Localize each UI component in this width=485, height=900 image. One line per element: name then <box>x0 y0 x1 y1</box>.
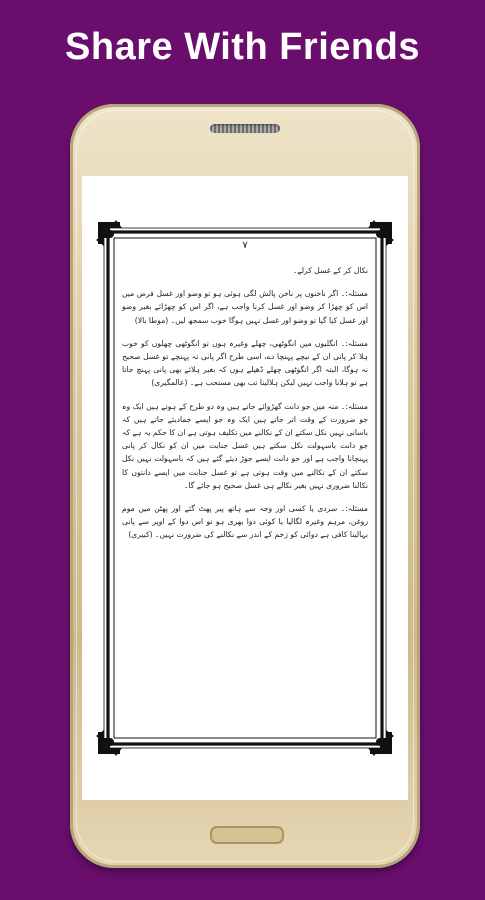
phone-home-button <box>210 826 284 844</box>
phone-screen <box>82 176 408 800</box>
paragraph-cracked-skin: مسئلہ:۔ سردی یا کسی اور وجہ سے ہاتھ پیر پھٹ گئے اور پھٹن میں موم روغن، مرہم وغیرہ لگالیا یا کوئی دوا بھری ہو تو اس دوا کے اوپر سے پانی بہالینا کافی ہے دوائی کو زخم کے اندر سے نکالنے کی ضرورت نہیں۔ (کبیری) <box>122 504 368 540</box>
paragraph-nail-polish: مسئلہ:۔ اگر ناخنوں پر ناخن پالش لگی ہوئی ہو تو وضو اور غسل فرض میں اس کو چھڑا کر وضو اور غسل کرنا واجب ہے، اگر اس کو چھڑائے بغیر وضو اور غسل کیا گیا تو وضو اور غسل نہیں ہوگا خوب سمجھ لیں۔ (موطا بالا) <box>122 289 368 325</box>
book-page-text[interactable] <box>122 264 368 754</box>
paragraph-intro: نکال کر کے غسل کرلے۔ <box>292 266 368 275</box>
book-page-number: ۷ <box>242 240 248 251</box>
share-with-friends-headline: Share With Friends <box>65 26 420 68</box>
paragraph-rings: مسئلہ:۔ انگلیوں میں انگوٹھی، چھلے وغیرہ ہوں تو انگوٹھی چھلوں کو خوب ہلا کر پانی ان کے نیچے پہنچا دے، اسی طرح اگر پانی نہ پہنچے تو غسل صحیح نہ ہوگا، البتہ اگر انگوٹھی چھلے ڈھیلے ہوں کہ بغیر ہلائے بھی پانی پہنچ جاتا ہے تو ہلانا واجب نہیں لیکن ہلالینا تب بھی مستحب ہے۔ (عالمگیری) <box>122 338 368 388</box>
paragraph-dentures: مسئلہ:۔ منہ میں جو دانت گھڑوائے جاتے ہیں وہ دو طرح کے ہوتے ہیں ایک وہ جو ضرورت کے وقت اتر جاتے ہیں ایک وہ جو ایسے جمادیئے جاتے ہیں کہ باسانی نہیں نکل سکتے ان کے نکالنے میں تکلیف ہوتی ہے ان کا حکم یہ ہے کہ جو دانت باسہولت نکل سکتے ہیں غسل جنابت میں ان کو نکال کر پانی پہنچانا واجب ہے اور جو دانت ایسے جوڑ دیئے گئے ہیں کہ باسہولت نہیں نکل سکتے ان کے نکالنے میں وقت ہوتی ہے تو غسل جنابت میں ایسے دانتوں کا نکالنا ضروری نہیں بغیر نکالے ہی غسل صحیح ہو جائے گا۔ <box>122 401 368 490</box>
phone-speaker-grille <box>210 124 280 133</box>
phone-mockup <box>70 104 420 868</box>
